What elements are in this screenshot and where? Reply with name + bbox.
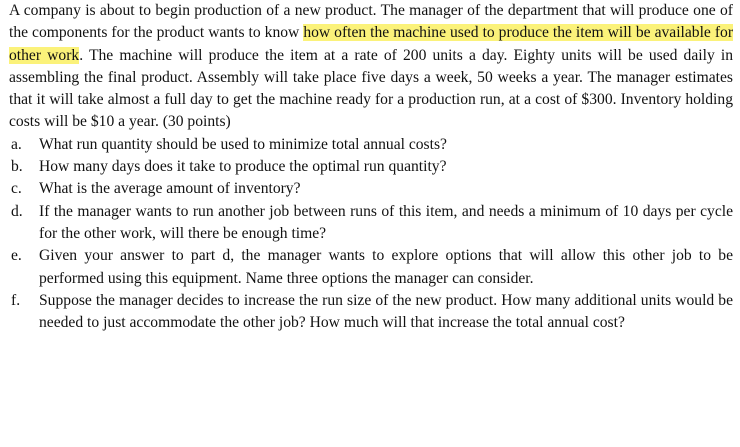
problem-statement [9, 0, 733, 134]
question-text: What is the average amount of inventory? [39, 180, 301, 198]
question-text: Suppose the manager decides to increase the run size of the new product. How many additional units would be needed to just accommodate the other job? How much will that increase the total annual cost? [39, 291, 733, 332]
question-list [9, 134, 733, 335]
question-letter: c. [11, 180, 22, 198]
problem-text-part2: . The machine will produce the item at a rate of 200 units a day. Eighty units will be used daily in assembling the final product. Assembly will take place five days a week, 50 weeks a year. The manager estimates that it will take almost a full day to get the machine ready for a production run, at a cost of $300. Inventory holding costs will be $10 a year. (30 points) [9, 46, 733, 131]
question-item-f [9, 290, 733, 335]
question-text: What run quantity should be used to minimize total annual costs? [39, 135, 447, 153]
question-letter: b. [11, 158, 23, 176]
document-page [9, 0, 733, 334]
highlighted-text[interactable]: how often the machine used to produce the item will be available for other work [9, 24, 734, 64]
question-item-d [9, 201, 733, 246]
question-letter: e. [11, 247, 22, 265]
problem-text-part1: A company is about to begin production of a new product. The manager of the department that will produce one of the components for the product wants to know [9, 2, 733, 42]
question-item-e [9, 245, 733, 290]
question-letter: a. [11, 135, 22, 153]
question-text: How many days does it take to produce the optimal run quantity? [39, 158, 447, 176]
question-item-b [9, 156, 733, 178]
question-letter: f. [11, 291, 21, 309]
question-item-a [9, 134, 733, 156]
question-item-c [9, 178, 733, 200]
question-text: Given your answer to part d, the manager wants to explore options that will allow this other job to be performed using this equipment. Name three options the manager can consider. [39, 247, 733, 287]
question-letter: d. [11, 202, 23, 220]
question-text: If the manager wants to run another job between runs of this item, and needs a minimum of 10 days per cycle for the other work, will there be enough time? [39, 202, 733, 242]
